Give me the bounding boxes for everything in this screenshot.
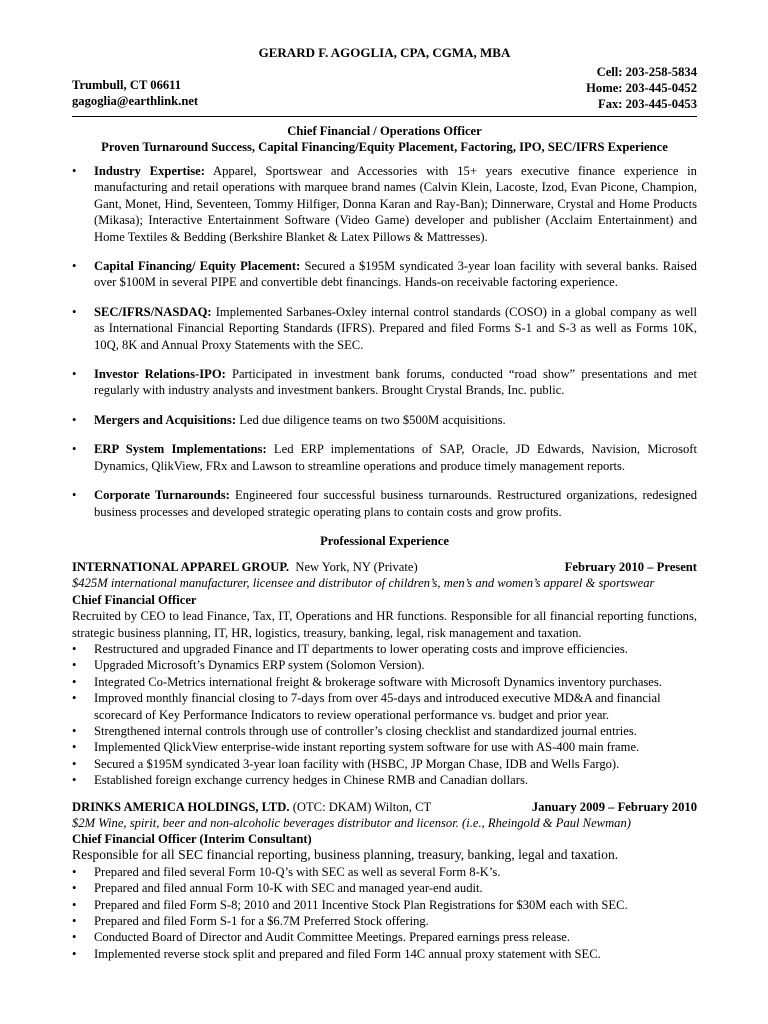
list-item: • Strengthened internal controls through use of controller’s closing checklist and standardized journal entries. xyxy=(72,723,697,739)
role-title: Chief Financial / Operations Officer xyxy=(287,124,482,138)
list-item: • Prepared and filed Form S-1 for a $6.7M Preferred Stock offering. xyxy=(72,913,697,929)
contact-left xyxy=(72,77,198,109)
company-name: INTERNATIONAL APPAREL GROUP. xyxy=(72,560,290,575)
list-item: • Implemented reverse stock split and prepared and filed Form 14C annual proxy statement with SEC. xyxy=(72,946,697,962)
skill-label: ERP System Implementations: xyxy=(94,442,267,457)
skill-item xyxy=(72,366,697,399)
list-item: • Improved monthly financial closing to 7-days from over 45-days and introduced executive MD&A and financial scorecard of Key Performance Indicators to review operational performance vs. budget and prior year. xyxy=(72,690,697,723)
skill-text: Led due diligence teams on two $500M acquisitions. xyxy=(239,412,506,427)
skill-text: Implemented Sarbanes-Oxley internal control standards (COSO) in a global company as well as International Financial Reporting Standards (IFRS). Prepared and filed Forms S-1 and S-3 as well as Forms 10K, 10Q, 8K and Annual Proxy Statements with the SEC. xyxy=(94,304,697,352)
skill-item xyxy=(72,412,697,428)
skill-text: Apparel, Sportswear and Accessories with 15+ years executive finance experience in manufacturing and retail operations with marquee brand names (Calvin Klein, Lacoste, Izod, Evan Picone, Champion, Gant, Monet, Hind, Seventeen, Tommy Hilfiger, Donna Karan and Ray-Ban); Dinnerware, Crystal and Home Products (Mikasa); Interactive Entertainment Software (Video Game) developer and publisher (Acclaim Entertainment) and Home Textiles & Bedding (Berkshire Blanket & Latex Pillows & Mattresses). xyxy=(94,164,697,244)
skill-item xyxy=(72,304,697,353)
skill-text: Engineered four successful business turnarounds. Restructured organizations, redesigned business processes and developed strategic operating plans to contain costs and grow profits. xyxy=(94,488,697,519)
skill-text: Participated in investment bank forums, conducted “road show” presentations and met regularly with industry analysts and investment bankers. Brought Crystal Brands, Inc. public. xyxy=(94,367,697,398)
skill-text: Led ERP implementations of SAP, Oracle, JD Edwards, Navision, Microsoft Dynamics, QlikView, FRx and Lawson to streamline operations and produce timely management reports. xyxy=(94,442,697,473)
resume-page xyxy=(72,42,697,962)
skill-item xyxy=(72,487,697,520)
company-location: (OTC: DKAM) Wilton, CT xyxy=(292,799,432,814)
skill-label: Corporate Turnarounds: xyxy=(94,488,230,503)
skill-item xyxy=(72,163,697,245)
list-item: • Integrated Co-Metrics international freight & brokerage software with Microsoft Dynamics inventory purchases. xyxy=(72,674,697,690)
job-title: Chief Financial Officer xyxy=(72,592,197,607)
list-item: • Restructured and upgraded Finance and IT departments to lower operating costs and improve efficiencies. xyxy=(72,641,697,657)
skill-item xyxy=(72,441,697,474)
skill-label: Capital Financing/ Equity Placement: xyxy=(94,259,301,274)
home-phone: Home: 203-445-0452 xyxy=(586,81,697,95)
list-item: • Prepared and filed annual Form 10-K with SEC and managed year-end audit. xyxy=(72,880,697,896)
company-location: New York, NY (Private) xyxy=(295,560,418,575)
company-name: DRINKS AMERICA HOLDINGS, LTD. xyxy=(72,799,290,814)
skill-label: Investor Relations-IPO: xyxy=(94,367,226,382)
skill-label: Mergers and Acquisitions: xyxy=(94,412,237,427)
job-header xyxy=(72,559,697,575)
company-description: $2M Wine, spirit, beer and non-alcoholic beverages distributor and licensor. (i.e., Rheingold & Paul Newman) xyxy=(72,815,631,830)
list-item: • Implemented QlickView enterprise-wide instant reporting system software for use with AS-400 main frame. xyxy=(72,739,697,755)
list-item: • Secured a $195M syndicated 3-year loan facility with (HSBC, JP Morgan Chase, IDB and Wells Fargo). xyxy=(72,756,697,772)
list-item: • Prepared and filed several Form 10-Q’s with SEC as well as several Form 8-K’s. xyxy=(72,864,697,880)
email: gagoglia@earthlink.net xyxy=(72,94,199,108)
job-title: Chief Financial Officer (Interim Consultant) xyxy=(72,832,312,846)
job-company-line xyxy=(72,799,431,815)
job-header xyxy=(72,799,697,815)
job-dates: January 2009 – February 2010 xyxy=(531,799,697,814)
job-summary: Recruited by CEO to lead Finance, Tax, IT, Operations and HR functions. Responsible for all financial reporting functions, strategic business planning, IT, HR, logistics, treasury, banking, legal, risk management and taxation. xyxy=(72,609,697,640)
job-bullets xyxy=(72,864,697,962)
candidate-name: GERARD F. AGOGLIA, CPA, CGMA, MBA xyxy=(258,45,511,60)
skills-list xyxy=(72,163,697,520)
list-item: • Prepared and filed Form S-8; 2010 and 2011 Incentive Stock Plan Registrations for $30M each with SEC. xyxy=(72,897,697,913)
job-company-line xyxy=(72,559,418,575)
contact-block xyxy=(72,64,697,112)
fax-number: Fax: 203-445-0453 xyxy=(598,97,697,111)
cell-phone: Cell: 203-258-5834 xyxy=(596,65,697,79)
job-entry xyxy=(72,799,697,963)
skill-label: Industry Expertise: xyxy=(94,164,205,178)
role-subtitle: Proven Turnaround Success, Capital Financing/Equity Placement, Factoring, IPO, SEC/IFRS Experience xyxy=(101,140,668,154)
skill-label: SEC/IFRS/NASDAQ: xyxy=(94,304,212,319)
job-entry xyxy=(72,559,697,788)
skill-text: Secured a $195M syndicated 3-year loan facility with several banks. Raised over $100M in several PIPE and convertible debt financings. Hands-on receivable factoring experience. xyxy=(94,259,697,290)
job-bullets xyxy=(72,641,697,789)
skill-item xyxy=(72,258,697,291)
list-item: • Upgraded Microsoft’s Dynamics ERP system (Solomon Version). xyxy=(72,657,697,673)
list-item: • Established foreign exchange currency hedges in Chinese RMB and Canadian dollars. xyxy=(72,772,697,788)
list-item: • Conducted Board of Director and Audit Committee Meetings. Prepared earnings press release. xyxy=(72,929,697,945)
company-description: $425M international manufacturer, licensee and distributor of children’s, men’s and women’s apparel & sportswear xyxy=(72,576,655,591)
header-divider xyxy=(72,116,697,117)
job-summary: Responsible for all SEC financial reporting, business planning, treasury, banking, legal and taxation. xyxy=(72,847,619,863)
experience-heading: Professional Experience xyxy=(320,533,449,548)
contact-right xyxy=(586,64,697,112)
city: Trumbull, CT 06611 xyxy=(72,78,182,92)
job-dates: February 2010 – Present xyxy=(564,560,697,575)
